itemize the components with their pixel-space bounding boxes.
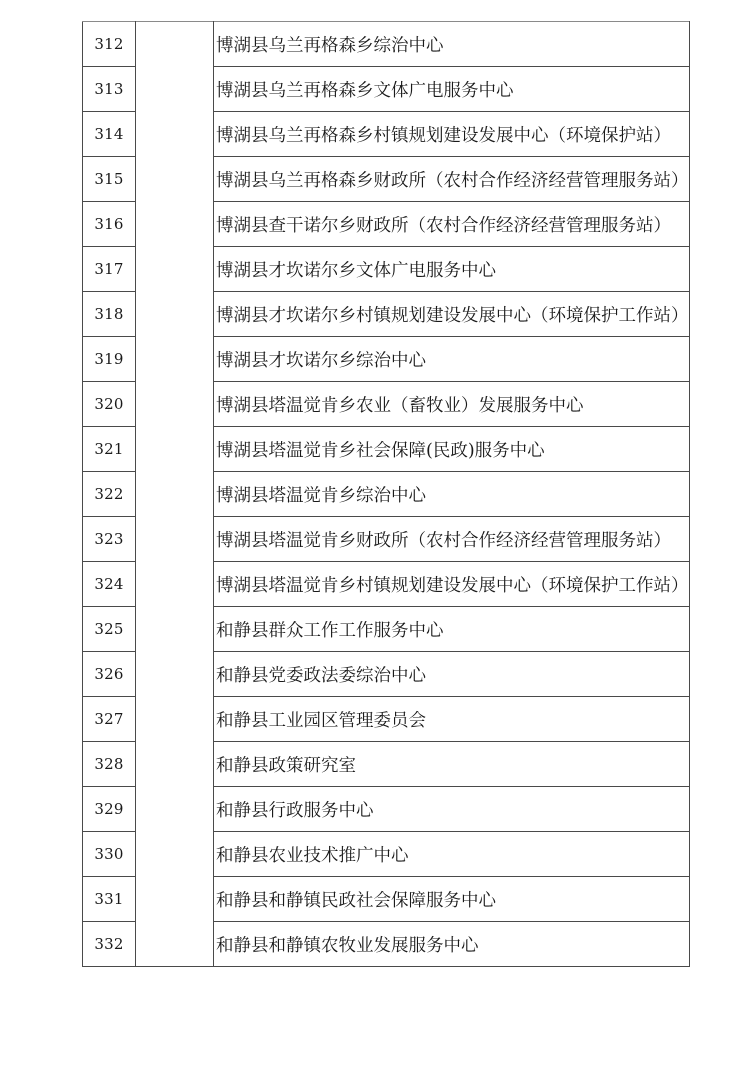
- row-number: 312: [83, 22, 136, 67]
- row-number: 326: [83, 652, 136, 697]
- institution-name: 和静县政策研究室: [214, 742, 690, 787]
- institution-name: 和静县和静镇民政社会保障服务中心: [214, 877, 690, 922]
- row-number: 321: [83, 427, 136, 472]
- row-number: 329: [83, 787, 136, 832]
- table-row: [83, 22, 690, 67]
- row-number: 322: [83, 472, 136, 517]
- row-number: 318: [83, 292, 136, 337]
- row-number: 317: [83, 247, 136, 292]
- institution-name: 博湖县塔温觉肯乡社会保障(民政)服务中心: [214, 427, 690, 472]
- row-number: 328: [83, 742, 136, 787]
- row-number: 327: [83, 697, 136, 742]
- institution-name: 博湖县塔温觉肯乡村镇规划建设发展中心（环境保护工作站）: [214, 562, 690, 607]
- institution-name: 博湖县乌兰再格森乡财政所（农村合作经济经营管理服务站）: [214, 157, 690, 202]
- institution-name: 和静县和静镇农牧业发展服务中心: [214, 922, 690, 967]
- institution-name: 博湖县才坎诺尔乡文体广电服务中心: [214, 247, 690, 292]
- institution-name: 博湖县乌兰再格森乡文体广电服务中心: [214, 67, 690, 112]
- row-number: 325: [83, 607, 136, 652]
- row-number: 313: [83, 67, 136, 112]
- institution-name: 和静县工业园区管理委员会: [214, 697, 690, 742]
- institution-name: 博湖县塔温觉肯乡农业（畜牧业）发展服务中心: [214, 382, 690, 427]
- institution-name: 和静县群众工作工作服务中心: [214, 607, 690, 652]
- row-number: 323: [83, 517, 136, 562]
- institution-name: 博湖县才坎诺尔乡村镇规划建设发展中心（环境保护工作站）: [214, 292, 690, 337]
- institution-name: 博湖县查干诺尔乡财政所（农村合作经济经营管理服务站）: [214, 202, 690, 247]
- institution-name: 博湖县才坎诺尔乡综治中心: [214, 337, 690, 382]
- row-number: 332: [83, 922, 136, 967]
- institution-name: 和静县党委政法委综治中心: [214, 652, 690, 697]
- row-number: 324: [83, 562, 136, 607]
- institution-name: 博湖县塔温觉肯乡综治中心: [214, 472, 690, 517]
- institution-name: 和静县农业技术推广中心: [214, 832, 690, 877]
- row-number: 331: [83, 877, 136, 922]
- row-number: 314: [83, 112, 136, 157]
- institution-name: 和静县行政服务中心: [214, 787, 690, 832]
- row-number: 319: [83, 337, 136, 382]
- institution-name: 博湖县塔温觉肯乡财政所（农村合作经济经营管理服务站）: [214, 517, 690, 562]
- institution-name: 博湖县乌兰再格森乡村镇规划建设发展中心（环境保护站）: [214, 112, 690, 157]
- institution-name: 博湖县乌兰再格森乡综治中心: [214, 22, 690, 67]
- row-number: 316: [83, 202, 136, 247]
- merged-cell: [136, 22, 214, 967]
- row-number: 315: [83, 157, 136, 202]
- institution-table: [82, 21, 690, 967]
- row-number: 330: [83, 832, 136, 877]
- row-number: 320: [83, 382, 136, 427]
